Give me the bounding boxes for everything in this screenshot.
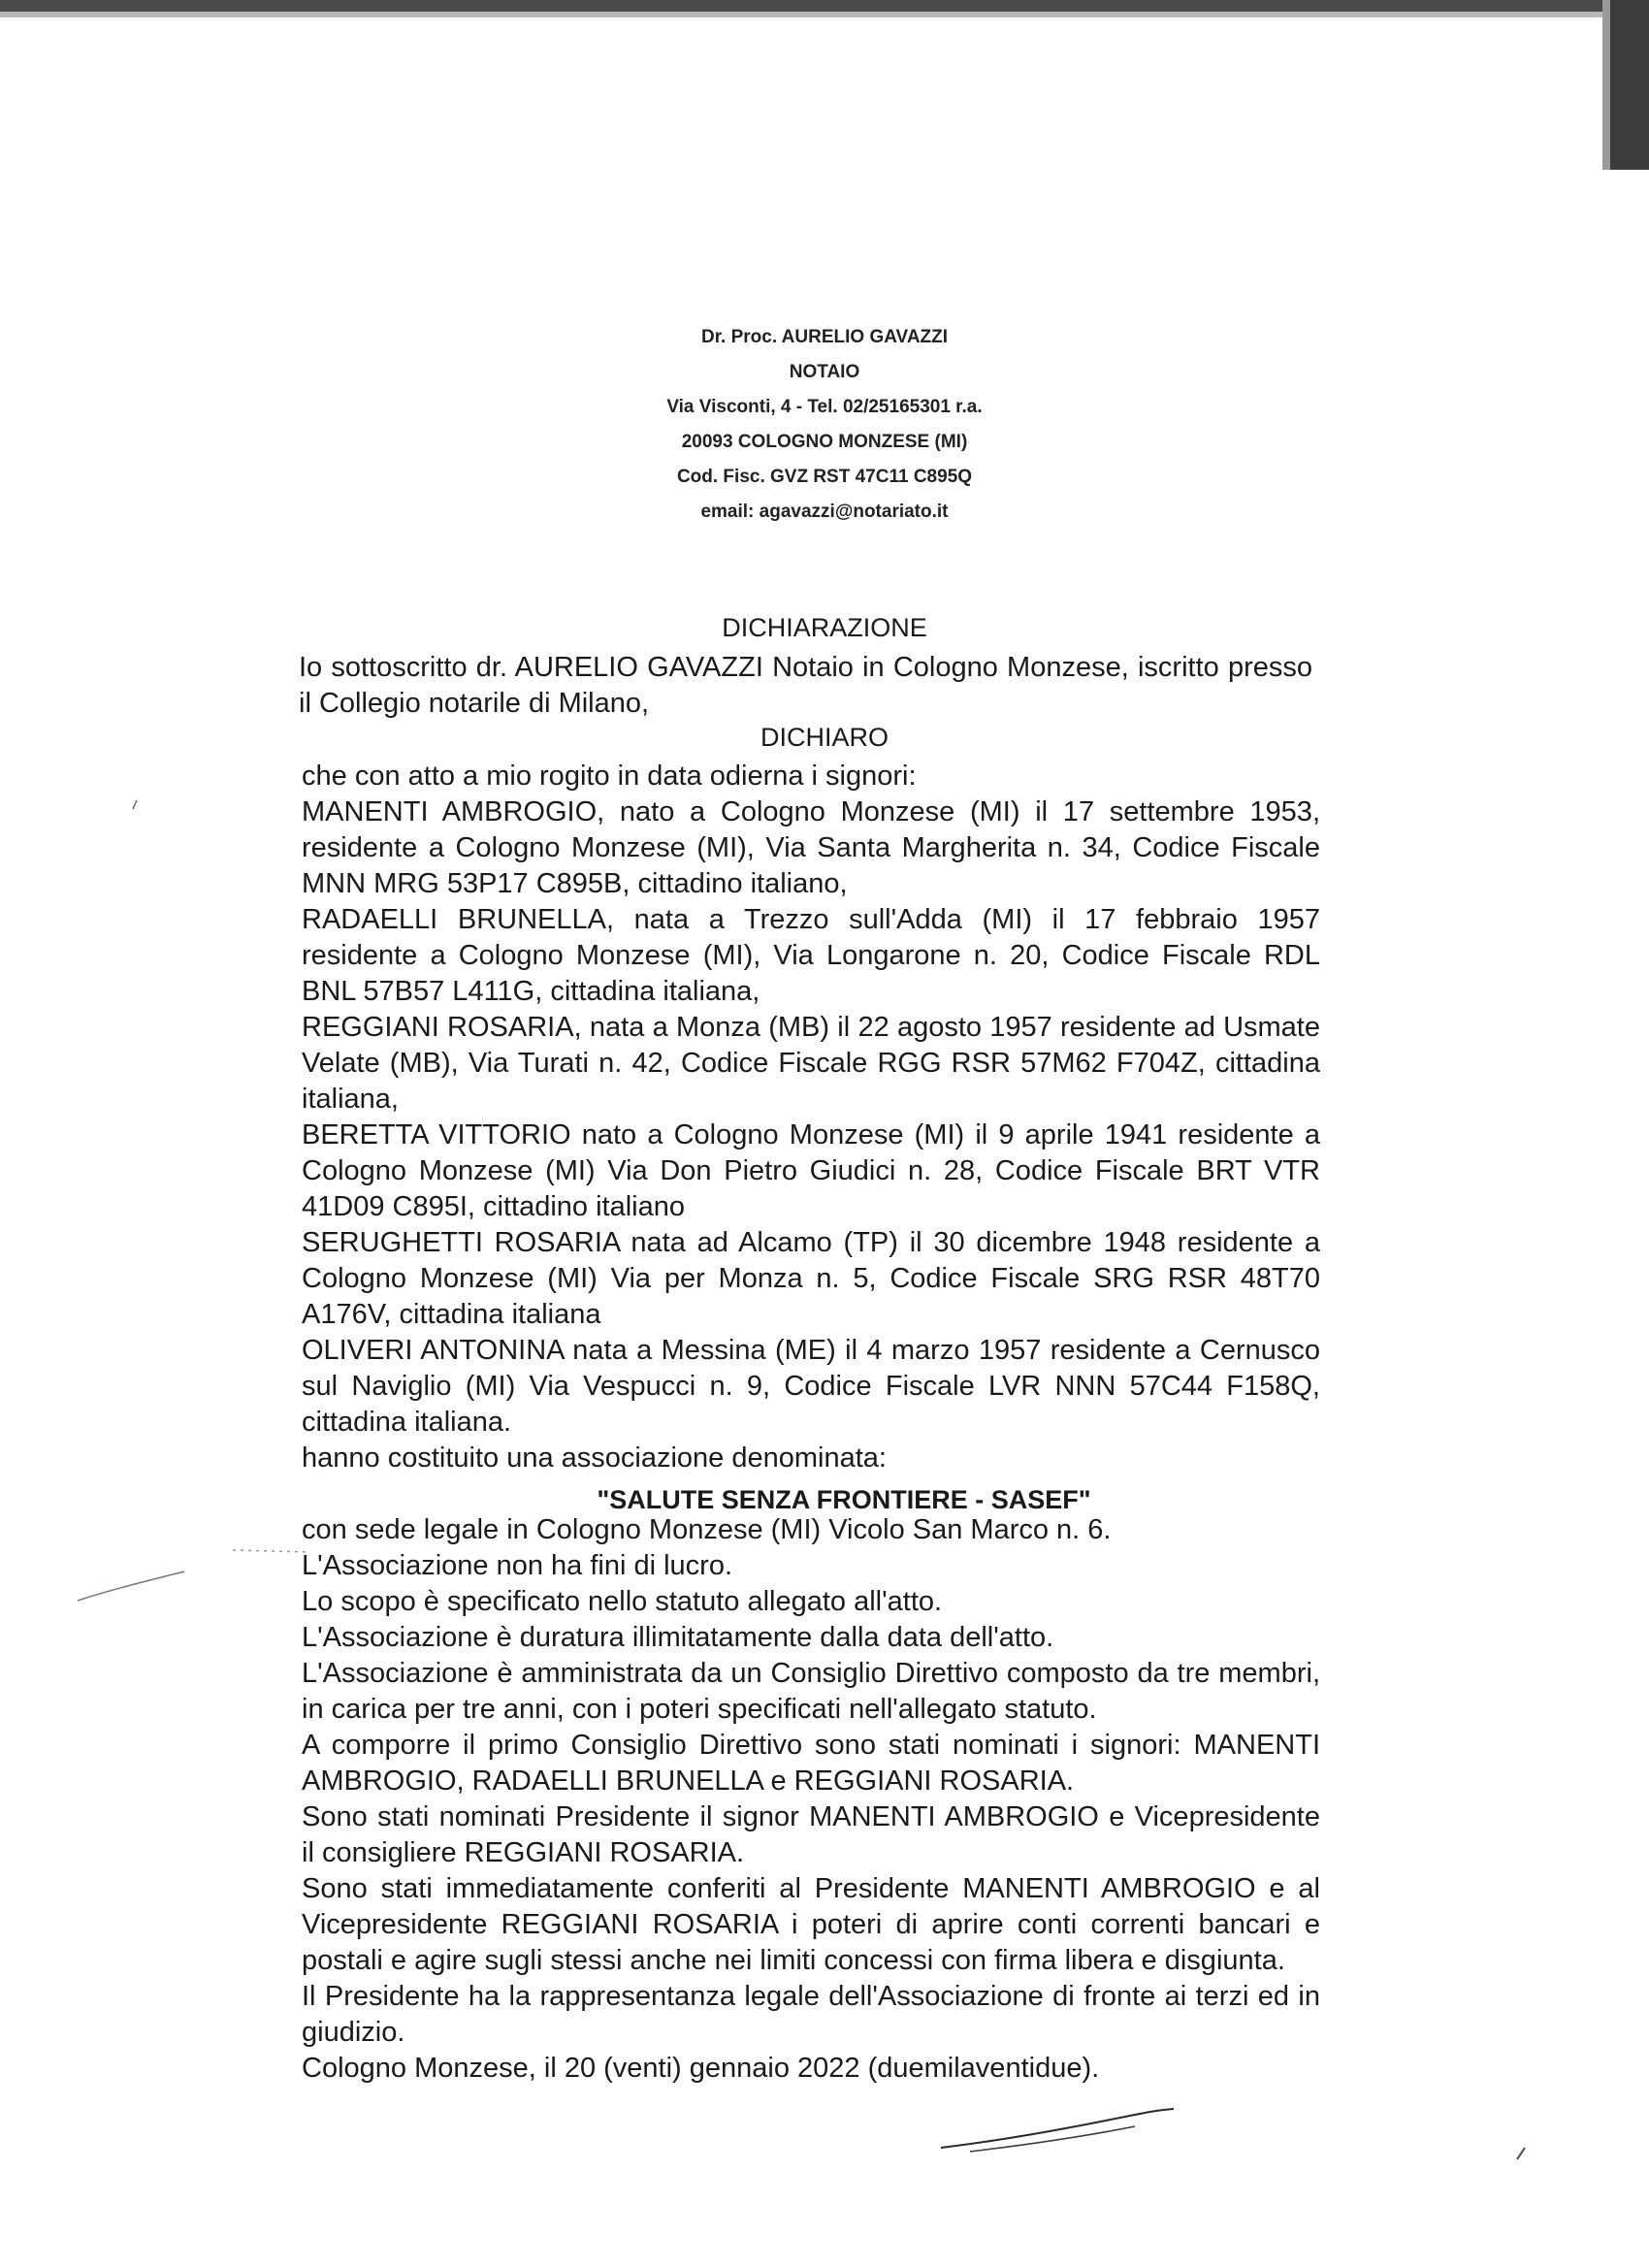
paragraph: Sono stati immediatamente conferiti al Presidente MANENTI AMBROGIO e al Vicepresidente REGGIANI ROSARIA i poteri di aprire conti correnti bancari e postali e agire sugli stessi anche nei limiti concessi con firma libera e disgiunta. <box>302 1873 1320 1976</box>
paragraph: Il Presidente ha la rappresentanza legale dell'Associazione di fronte ai terzi ed in giudizio. <box>302 1981 1320 2048</box>
notary-address: Via Visconti, 4 - Tel. 02/25165301 r.a. <box>666 397 983 417</box>
notary-name: Dr. Proc. AURELIO GAVAZZI <box>700 327 949 347</box>
paragraph: L'Associazione è duratura illimitatamente dalla data dell'atto. <box>302 1622 1054 1653</box>
paragraph: L'Associazione è amministrata da un Consiglio Direttivo composto da tre membri, in carica per tre anni, con i poteri specificati nell'allegato statuto. <box>302 1658 1320 1725</box>
founder-entry: SERUGHETTI ROSARIA nata ad Alcamo (TP) il 30 dicembre 1948 residente a Cologno Monzese (MI) Via per Monza n. 5, Codice Fiscale SRG RSR 48T70 A176V, cittadina italiana <box>302 1227 1320 1330</box>
notary-email: email: agavazzi@notariato.it <box>700 502 949 522</box>
founder-entry: REGGIANI ROSARIA, nata a Monza (MB) il 22 agosto 1957 residente ad Usmate Velate (MB), Via Turati n. 42, Codice Fiscale RGG RSR 57M62 F704Z, cittadina italiana, <box>302 1012 1320 1115</box>
margin-dot <box>128 797 144 813</box>
scan-edge-right-shadow <box>1602 0 1610 170</box>
paragraph: L'Associazione non ha fini di lucro. <box>302 1550 733 1581</box>
paragraph: Sono stati nominati Presidente il signor MANENTI AMBROGIO e Vicepresidente il consigliere REGGIANI ROSARIA. <box>302 1801 1320 1868</box>
paragraph: A comporre il primo Consiglio Direttivo sono stati nominati i signori: MANENTI AMBROGIO, RADAELLI BRUNELLA e REGGIANI ROSARIA. <box>302 1730 1320 1797</box>
intro-text: Io sottoscritto dr. AURELIO GAVAZZI Notaio in Cologno Monzese, iscritto presso il Collegio notarile di Milano, <box>299 652 1312 719</box>
letterhead <box>534 320 1116 530</box>
notary-city: 20093 COLOGNO MONZESE (MI) <box>681 432 968 452</box>
notary-tax-code: Cod. Fisc. GVZ RST 47C11 C895Q <box>676 467 973 487</box>
intro-paragraph <box>299 650 1312 722</box>
declare-heading: DICHIARO <box>760 723 889 752</box>
founder-entry: OLIVERI ANTONINA nata a Messina (ME) il 4 marzo 1957 residente a Cernusco sul Naviglio (MI) Via Vespucci n. 9, Codice Fiscale LVR NNN 57C44 F158Q, cittadina italiana. <box>302 1335 1320 1438</box>
document-body <box>302 759 1320 2087</box>
scan-edge-right <box>1610 0 1649 170</box>
document-title: DICHIARAZIONE <box>722 613 927 642</box>
scan-edge-top-shadow <box>0 12 1649 17</box>
paragraph: Lo scopo è specificato nello statuto allegato all'atto. <box>302 1586 943 1617</box>
margin-mark <box>1513 2144 1533 2163</box>
scan-edge-top <box>0 0 1649 12</box>
founder-entry: MANENTI AMBROGIO, nato a Cologno Monzese (MI) il 17 settembre 1953, residente a Cologno Monzese (MI), Via Santa Margherita n. 34, Codice Fiscale MNN MRG 53P17 C895B, cittadino italiano, <box>302 796 1320 899</box>
founders-intro: che con atto a mio rogito in data odierna i signori: <box>302 761 917 792</box>
founder-entry: RADAELLI BRUNELLA, nata a Trezzo sull'Adda (MI) il 17 febbraio 1957 residente a Cologno Monzese (MI), Via Longarone n. 20, Codice Fiscale RDL BNL 57B57 L411G, cittadina italiana, <box>302 904 1320 1007</box>
constituted-text: hanno costituito una associazione denominata: <box>302 1442 887 1474</box>
signature-stroke <box>931 2103 1183 2161</box>
founder-entry: BERETTA VITTORIO nato a Cologno Monzese (MI) il 9 aprile 1941 residente a Cologno Monzese (MI) Via Don Pietro Giudici n. 28, Codice Fiscale BRT VTR 41D09 C895I, cittadino italiano <box>302 1119 1320 1222</box>
notary-role: NOTAIO <box>789 362 860 382</box>
paragraph: con sede legale in Cologno Monzese (MI) Vicolo San Marco n. 6. <box>302 1514 1112 1545</box>
margin-scribble <box>78 1542 349 1620</box>
association-name: "SALUTE SENZA FRONTIERE - SASEF" <box>597 1485 1091 1514</box>
place-date: Cologno Monzese, il 20 (venti) gennaio 2022 (duemilaventidue). <box>302 2053 1100 2084</box>
